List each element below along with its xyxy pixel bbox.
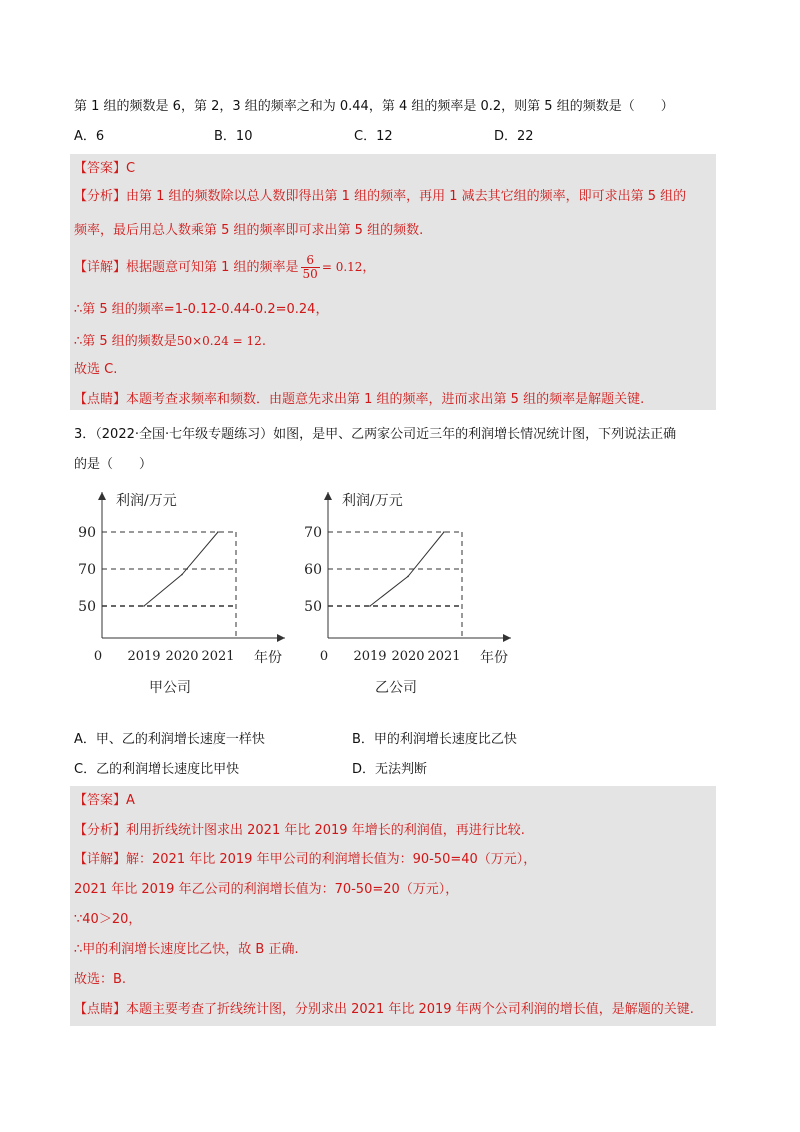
q3-detail-line-4: ∴甲的利润增长速度比乙快，故 B 正确. (74, 942, 299, 957)
q3-option-a: A．甲、乙的利润增长速度一样快 (74, 732, 265, 747)
x-tick-label: 2020 (391, 649, 425, 664)
x-axis-arrow (277, 634, 285, 642)
data-point (443, 531, 445, 533)
q2-step-2: ∴第 5 组的频率=1-0.12-0.44-0.2=0.24， (74, 302, 329, 317)
chart-company-jia (70, 478, 310, 708)
x-tick-label: 2019 (353, 649, 387, 664)
x-tick-label: 2021 (201, 649, 235, 664)
q2-analysis-line-2: 频率，最后用总人数乘第 5 组的频率即可求出第 5 组的频数. (74, 223, 424, 238)
origin-label: 0 (93, 649, 103, 664)
chart-caption: 甲公司 (149, 680, 191, 696)
q2-choose: 故选 C. (74, 362, 118, 377)
q3-option-c: C．乙的利润增长速度比甲快 (74, 762, 240, 777)
y-axis-title: 利润/万元 (342, 493, 403, 509)
q2-option-c: C．12 (354, 129, 393, 144)
q2-comment: 【点睛】本题考查求频率和频数．由题意先求出第 1 组的频率，进而求出第 5 组的频率是解题关键. (74, 392, 645, 407)
q2-option-b: B．10 (214, 129, 253, 144)
origin-label: 0 (319, 649, 329, 664)
data-point (143, 605, 145, 607)
q3-detail-line-1: 【详解】解：2021 年比 2019 年甲公司的利润增长值为：90-50=40（万元）， (74, 852, 537, 867)
data-point (217, 531, 219, 533)
q3-solution-block (70, 786, 716, 1026)
q3-analysis: 【分析】利用折线统计图求出 2021 年比 2019 年增长的利润值，再进行比较. (74, 823, 525, 838)
q2-detail-line (74, 254, 375, 281)
q2-step-3-prefix: ∴第 5 组的频数是 (74, 334, 177, 349)
chart-company-yi (296, 478, 536, 708)
x-tick-label: 2020 (165, 649, 199, 664)
y-tick-label: 90 (78, 525, 96, 541)
data-point (407, 576, 409, 578)
y-axis-arrow (324, 492, 332, 500)
q2-solution-block (70, 154, 716, 410)
q2-stem: 第 1 组的频数是 6，第 2，3 组的频率之和为 0.44，第 4 组的频率是 0.2，则第 5 组的频数是（ ） (74, 99, 674, 114)
q3-stem-line-1: 3．（2022·全国·七年级专题练习）如图，是甲、乙两家公司近三年的利润增长情况统计图，下列说法正确 (74, 427, 677, 442)
x-axis-title: 年份 (254, 650, 282, 666)
q2-fraction-numerator: 6 (301, 254, 320, 268)
q2-analysis-line-1: 【分析】由第 1 组的频数除以总人数即得出第 1 组的频率，再用 1 减去其它组的频率，即可求出第 5 组的 (74, 189, 687, 204)
q2-option-d: D．22 (494, 129, 534, 144)
q2-step-3 (74, 331, 266, 352)
y-tick-label: 50 (78, 599, 96, 615)
q3-stem-line-2: 的是（ ） (74, 457, 153, 472)
q3-answer: 【答案】A (74, 793, 135, 808)
data-point (181, 574, 183, 576)
q2-fraction-result: = 0.12 (321, 260, 363, 274)
q2-step-3-end: . (261, 334, 266, 349)
x-axis-arrow (503, 634, 511, 642)
q2-step-3-math: 50×0.24 = 12 (176, 334, 262, 348)
q2-detail-prefix: 【详解】根据题意可知第 1 组的频率是 (74, 260, 299, 275)
q2-fraction-denominator: 50 (302, 267, 318, 281)
q2-answer: 【答案】C (74, 161, 136, 176)
series-line (370, 532, 444, 606)
series-line (144, 532, 218, 606)
y-tick-label: 50 (304, 599, 322, 615)
q2-detail-end: ， (362, 260, 376, 275)
data-point (369, 605, 371, 607)
y-axis-title: 利润/万元 (116, 493, 177, 509)
chart-caption: 乙公司 (375, 680, 417, 696)
x-tick-label: 2019 (127, 649, 161, 664)
q2-fraction (301, 254, 320, 281)
y-axis-arrow (98, 492, 106, 500)
q3-option-d: D．无法判断 (352, 762, 428, 777)
q3-detail-line-2: 2021 年比 2019 年乙公司的利润增长值为：70-50=20（万元）， (74, 882, 459, 897)
q2-option-a: A．6 (74, 129, 105, 144)
y-tick-label: 70 (304, 525, 322, 541)
q3-option-b: B．甲的利润增长速度比乙快 (352, 732, 517, 747)
q3-comment: 【点睛】本题主要考查了折线统计图，分别求出 2021 年比 2019 年两个公司利润的增长值，是解题的关键. (74, 1002, 694, 1017)
y-tick-label: 70 (78, 562, 96, 578)
q3-choose: 故选：B. (74, 972, 127, 987)
x-axis-title: 年份 (480, 650, 508, 666)
q3-detail-line-3: ∵40＞20， (74, 912, 142, 927)
x-tick-label: 2021 (427, 649, 461, 664)
y-tick-label: 60 (304, 562, 322, 578)
